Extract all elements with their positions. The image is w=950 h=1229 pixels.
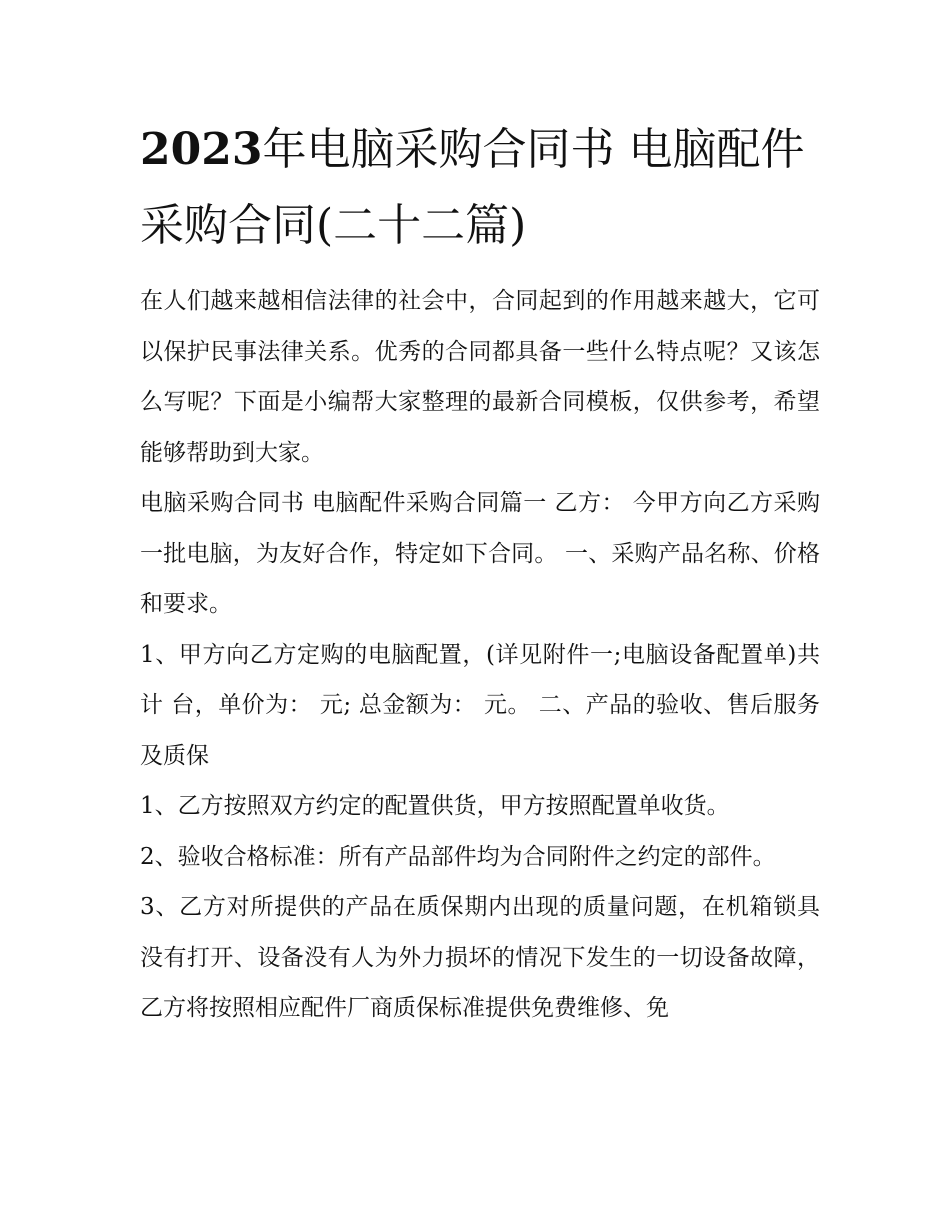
paragraph-intro: 在人们越来越相信法律的社会中，合同起到的作用越来越大，它可以保护民事法律关系。优秀的合同都具备一些什么特点呢？又该怎么写呢？下面是小编帮大家整理的最新合同模板，仅供参考，希望能够帮助到大家。 <box>140 288 820 466</box>
title-year: 2023 <box>140 124 263 175</box>
title-text: 年电脑采购合同书 电脑配件采购合同(二十二篇) <box>140 124 805 251</box>
paragraph-item-1-supply: 1、乙方按照双方约定的配置供货，甲方按照配置单收货。 <box>140 793 730 819</box>
paragraph-item-2-acceptance: 2、验收合格标准：所有产品部件均为合同附件之约定的部件。 <box>140 843 776 870</box>
document-content <box>140 112 820 1034</box>
paragraph-section-1: 电脑采购合同书 电脑配件采购合同篇一 乙方： 今甲方向乙方采购一批电脑，为友好合作，特定如下合同。 一、采购产品名称、价格和要求。 <box>140 490 820 617</box>
paragraph-item-1-config: 1、甲方向乙方定购的电脑配置，(详见附件一;电脑设备配置单)共计 台，单价为： 元; 总金额为： 元。 二、产品的验收、售后服务及质保 <box>140 641 820 769</box>
paragraph-item-3-warranty: 3、乙方对所提供的产品在质保期内出现的质量问题，在机箱锁具没有打开、设备没有人为外力损坏的情况下发生的一切设备故障，乙方将按照相应配件厂商质保标准提供免费维修、免 <box>140 894 820 1021</box>
document-title <box>140 112 820 264</box>
